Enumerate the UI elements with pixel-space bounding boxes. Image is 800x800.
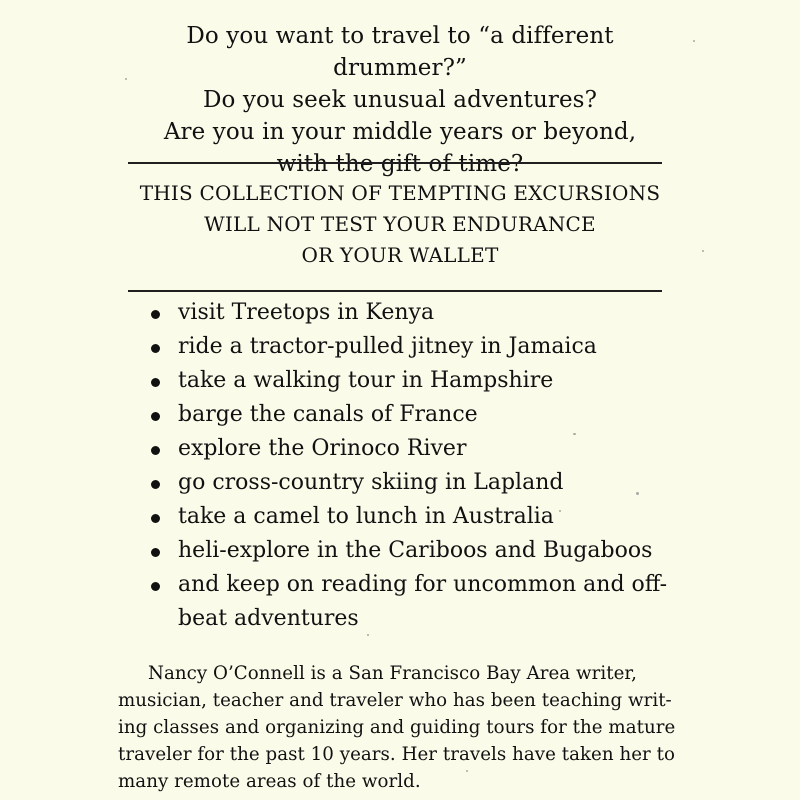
- list-item-text: barge the canals of France: [178, 402, 478, 427]
- intro-line: with the gift of time?: [276, 151, 524, 177]
- bullet-icon: [151, 310, 160, 319]
- list-item: [148, 398, 708, 432]
- bullet-icon: [151, 582, 160, 591]
- paper-speck: [466, 770, 468, 772]
- bio-line: ing classes and organizing and guiding tours for the mature: [118, 717, 676, 738]
- paper-speck: [559, 510, 561, 512]
- paper-speck: [702, 250, 704, 252]
- intro-line: Are you in your middle years or beyond,: [163, 119, 637, 145]
- paper-speck: [367, 634, 369, 636]
- bullet-icon: [151, 412, 160, 421]
- intro-line: Do you seek unusual adventures?: [202, 87, 598, 113]
- list-item: [148, 534, 708, 568]
- bullet-icon: [151, 344, 160, 353]
- headline: [110, 178, 690, 271]
- list-item: [148, 500, 708, 534]
- bio-line: musician, teacher and traveler who has been teaching writ-: [118, 690, 672, 711]
- bullet-icon: [151, 548, 160, 557]
- list-item-text: take a camel to lunch in Australia: [178, 504, 554, 529]
- author-bio: [118, 660, 688, 795]
- list-item-text: go cross-country skiing in Lapland: [178, 470, 564, 495]
- paper-speck: [125, 78, 127, 80]
- bio-line: Nancy O’Connell is a San Francisco Bay Area writer,: [148, 663, 638, 684]
- bullet-icon: [151, 378, 160, 387]
- bio-line: many remote areas of the world.: [118, 771, 421, 792]
- list-item-text: and keep on reading for uncommon and off-beat adventures: [178, 572, 668, 631]
- adventure-list: [148, 296, 708, 636]
- list-item-text: visit Treetops in Kenya: [178, 300, 435, 325]
- headline-line: WILL NOT TEST YOUR ENDURANCE: [204, 212, 596, 236]
- list-item: [148, 364, 708, 398]
- intro-questions: [120, 20, 680, 180]
- top-divider: [128, 162, 662, 164]
- bullet-icon: [151, 446, 160, 455]
- list-item-text: take a walking tour in Hampshire: [178, 368, 554, 393]
- list-item-text: ride a tractor-pulled jitney in Jamaica: [178, 334, 597, 359]
- headline-line: OR YOUR WALLET: [301, 243, 499, 267]
- bullet-icon: [151, 514, 160, 523]
- list-item-text: explore the Orinoco River: [178, 436, 467, 461]
- list-item: [148, 466, 708, 500]
- list-item-text: heli-explore in the Cariboos and Bugaboos: [178, 538, 653, 563]
- paper-speck: [693, 40, 695, 42]
- intro-line: Do you want to travel to “a different drummer?”: [186, 23, 614, 81]
- bottom-divider: [128, 290, 662, 292]
- paper-speck: [636, 492, 639, 495]
- list-item: [148, 296, 708, 330]
- headline-line: THIS COLLECTION OF TEMPTING EXCURSIONS: [139, 181, 661, 205]
- list-item: [148, 568, 708, 636]
- bio-line: traveler for the past 10 years. Her travels have taken her to: [118, 744, 675, 765]
- list-item: [148, 432, 708, 466]
- bullet-icon: [151, 480, 160, 489]
- list-item: [148, 330, 708, 364]
- paper-speck: [573, 433, 576, 435]
